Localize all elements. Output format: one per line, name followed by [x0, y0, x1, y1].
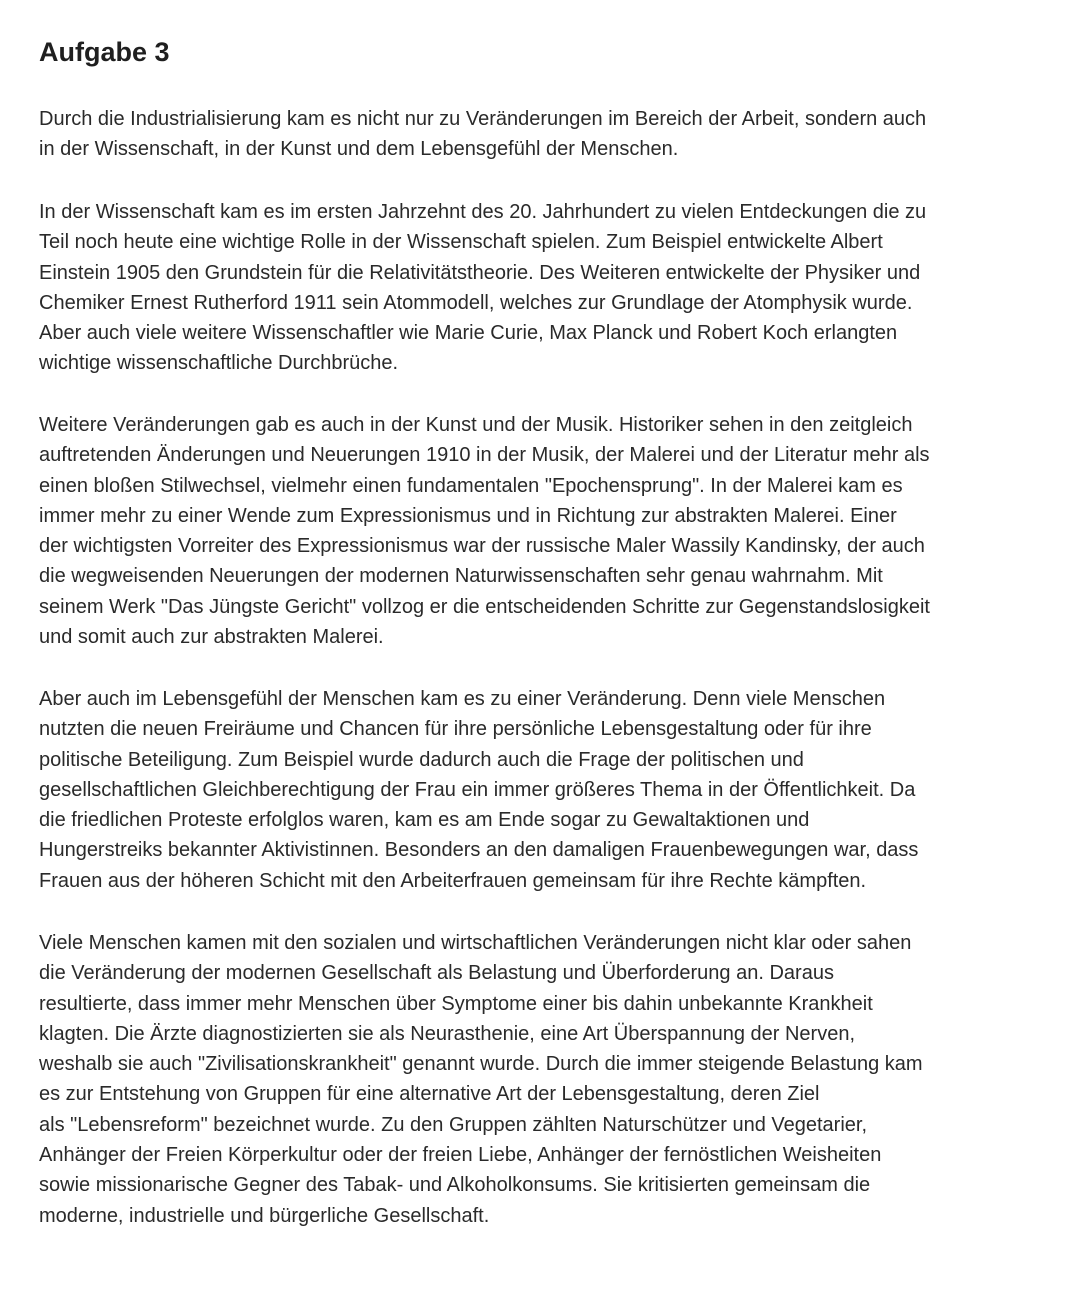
- text-line: resultierte, dass immer mehr Menschen über Symptome einer bis dahin unbekannte Krankheit: [39, 992, 873, 1015]
- text-line: Anhänger der Freien Körperkultur oder der freien Liebe, Anhänger der fernöstlichen Weisheiten: [39, 1144, 882, 1167]
- text-line: Frauen aus der höheren Schicht mit den Arbeiterfrauen gemeinsam für ihre Rechte kämpften.: [39, 869, 867, 892]
- text-line: die Veränderung der modernen Gesellschaft als Belastung und Überforderung an. Daraus: [39, 962, 834, 985]
- text-line: als "Lebensreform" bezeichnet wurde. Zu den Gruppen zählten Naturschützer und Vegetarier,: [39, 1113, 868, 1136]
- text-line: Viele Menschen kamen mit den sozialen und wirtschaftlichen Veränderungen nicht klar oder sahen: [39, 932, 912, 954]
- text-line: Hungerstreiks bekannter Aktivistinnen. Besonders an den damaligen Frauenbewegungen war, dass: [39, 839, 919, 862]
- text-line: Aber auch im Lebensgefühl der Menschen kam es zu einer Veränderung. Denn viele Menschen: [39, 688, 886, 710]
- text-line: In der Wissenschaft kam es im ersten Jahrzehnt des 20. Jahrhundert zu vielen Entdeckungen die zu: [39, 201, 927, 223]
- text-line: Weitere Veränderungen gab es auch in der Kunst und der Musik. Historiker sehen in den zeitgleich: [39, 414, 913, 436]
- text-line: Chemiker Ernest Rutherford 1911 sein Atommodell, welches zur Grundlage der Atomphysik wurde.: [39, 291, 913, 314]
- text-line: nutzten die neuen Freiräume und Chancen für ihre persönliche Lebensgestaltung oder für ihre: [39, 718, 872, 741]
- page-title: Aufgabe 3: [39, 37, 170, 67]
- text-line: auftretenden Änderungen und Neuerungen 1910 in der Musik, der Malerei und der Literatur mehr als: [39, 444, 930, 467]
- text-line: wichtige wissenschaftliche Durchbrüche.: [39, 352, 399, 375]
- text-line: es zur Entstehung von Gruppen für eine alternative Art der Lebensgestaltung, deren Ziel: [39, 1083, 820, 1106]
- text-line: in der Wissenschaft, in der Kunst und dem Lebensgefühl der Menschen.: [39, 138, 679, 161]
- paragraph-art-music: [39, 410, 1067, 652]
- text-line: und somit auch zur abstrakten Malerei.: [39, 626, 384, 649]
- text-line: der wichtigsten Vorreiter des Expressionismus war der russische Maler Wassily Kandinsky, der auch: [39, 535, 925, 558]
- text-line: gesellschaftlichen Gleichberechtigung der Frau ein immer größeres Thema in der Öffentlichkeit. Da: [39, 778, 916, 801]
- text-line: Durch die Industrialisierung kam es nicht nur zu Veränderungen im Bereich der Arbeit, sondern auch: [39, 108, 927, 130]
- text-line: sowie missionarische Gegner des Tabak- und Alkoholkonsums. Sie kritisierten gemeinsam die: [39, 1174, 871, 1197]
- text-line: moderne, industrielle und bürgerliche Gesellschaft.: [39, 1204, 490, 1227]
- paragraph-introduction: [39, 104, 1067, 165]
- text-line: politische Beteiligung. Zum Beispiel wurde dadurch auch die Frage der politischen und: [39, 748, 804, 771]
- text-line: immer mehr zu einer Wende zum Expressionismus und in Richtung zur abstrakten Malerei. Einer: [39, 504, 897, 527]
- text-line: Einstein 1905 den Grundstein für die Relativitätstheorie. Des Weiteren entwickelte der Physiker und: [39, 261, 921, 284]
- text-line: die friedlichen Proteste erfolglos waren, kam es am Ende sogar zu Gewaltaktionen und: [39, 809, 810, 832]
- text-line: klagten. Die Ärzte diagnostizierten sie als Neurasthenie, eine Art Überspannung der Nerven,: [39, 1022, 856, 1045]
- text-line: die wegweisenden Neuerungen der modernen Naturwissenschaften sehr genau wahrnahm. Mit: [39, 565, 883, 588]
- paragraph-life-reform: [39, 928, 1067, 1231]
- paragraph-attitude-to-life: [39, 684, 1067, 896]
- text-line: seinem Werk "Das Jüngste Gericht" vollzog er die entscheidenden Schritte zur Gegenstandslosigkeit: [39, 595, 930, 618]
- paragraph-science: [39, 197, 1067, 379]
- text-line: Aber auch viele weitere Wissenschaftler wie Marie Curie, Max Planck und Robert Koch erlangten: [39, 322, 898, 345]
- text-line: Teil noch heute eine wichtige Rolle in der Wissenschaft spielen. Zum Beispiel entwickelte Albert: [39, 231, 883, 254]
- text-line: weshalb sie auch "Zivilisationskrankheit" genannt wurde. Durch die immer steigende Belastung kam: [39, 1053, 923, 1076]
- text-line: einen bloßen Stilwechsel, vielmehr einen fundamentalen "Epochensprung". In der Malerei kam es: [39, 474, 903, 497]
